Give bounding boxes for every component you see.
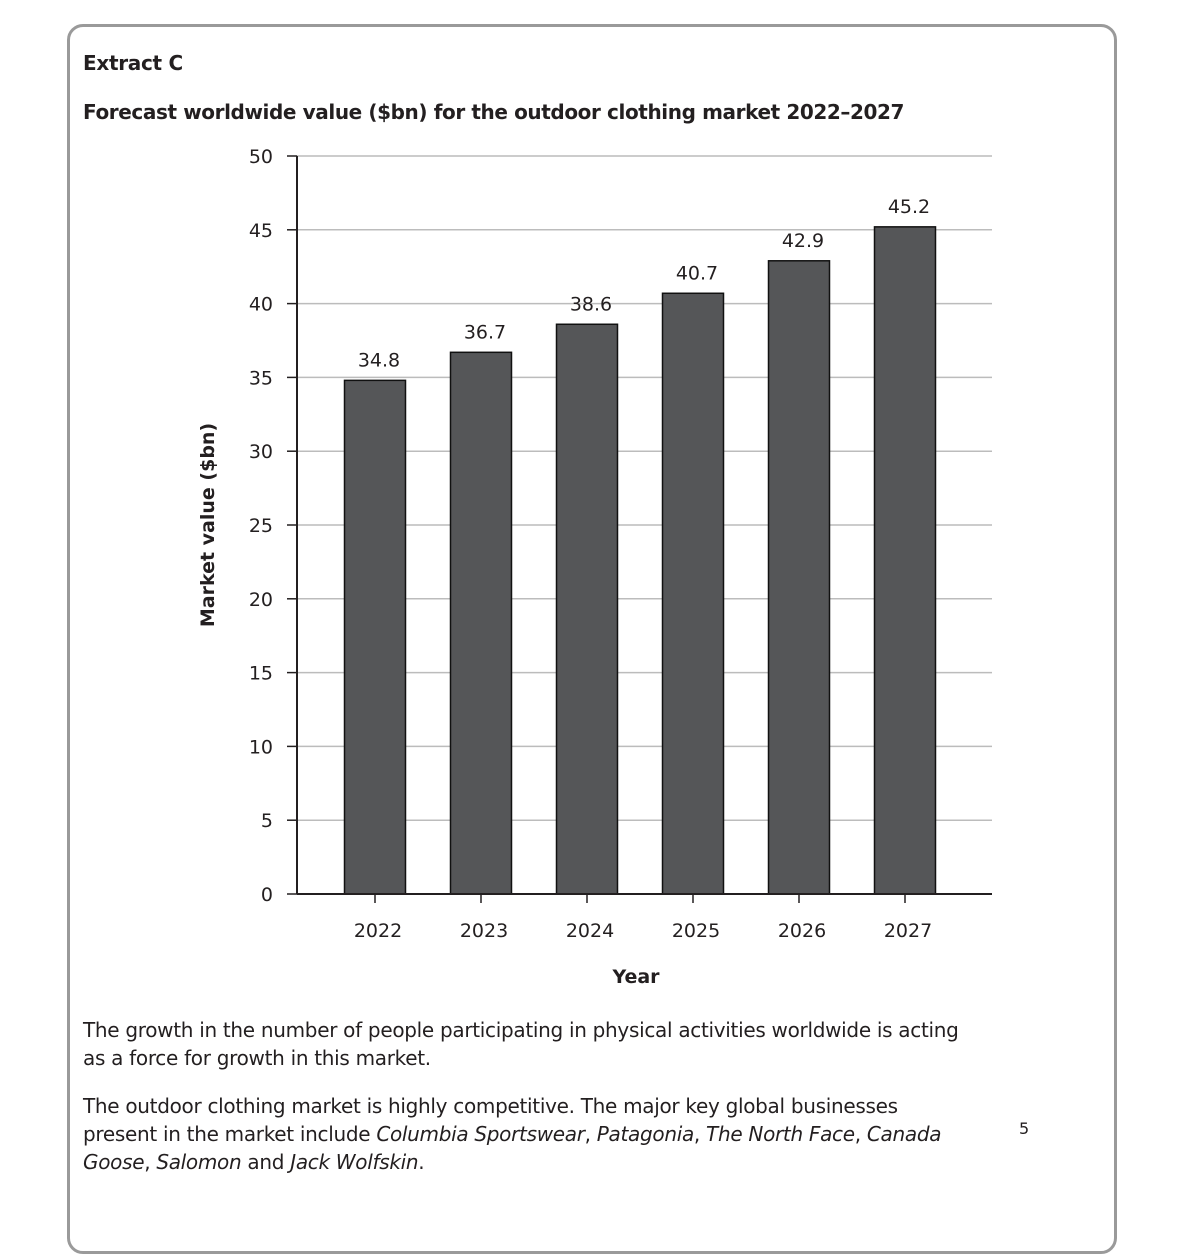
x-tick-label: 2026: [777, 920, 827, 942]
y-tick-label: 25: [248, 515, 273, 537]
brand: Salomon: [156, 1150, 242, 1174]
data-label: 38.6: [569, 293, 613, 316]
y-tick-label: 10: [248, 736, 273, 759]
y-tick-label: 30: [248, 441, 273, 464]
separator: ,: [854, 1122, 867, 1146]
y-tick-label: 5: [260, 810, 273, 833]
separator: and: [241, 1150, 291, 1174]
x-axis-label: Year: [612, 966, 660, 988]
extract-label: Extract C: [83, 51, 183, 75]
separator: ,: [144, 1150, 157, 1174]
bar: [663, 293, 724, 894]
y-tick-label: 45: [248, 219, 273, 242]
y-tick-label: 20: [248, 588, 273, 611]
separator: ,: [693, 1122, 707, 1146]
x-tick-label: 2022: [353, 920, 403, 942]
y-tick-label: 40: [248, 293, 273, 316]
brand: Canada Goose: [83, 1122, 942, 1174]
x-tick-label: 2023: [459, 920, 509, 942]
brand: Jack Wolfskin: [290, 1150, 419, 1174]
data-label: 36.7: [463, 321, 507, 344]
y-tick-label: 15: [248, 662, 273, 685]
separator: ,: [584, 1122, 597, 1146]
paragraph-2: [83, 1092, 963, 1176]
bar: [557, 324, 618, 894]
y-axis-label: Market value ($bn): [197, 422, 219, 628]
page-number: 5: [1019, 1119, 1030, 1138]
data-label: 45.2: [887, 195, 931, 218]
data-label: 42.9: [781, 229, 825, 252]
bar: [345, 380, 406, 894]
x-tick-label: 2024: [565, 920, 615, 942]
y-tick-label: 35: [248, 367, 273, 390]
brand: The North Face: [706, 1122, 855, 1146]
bar: [769, 261, 830, 894]
paragraph-2-text: The outdoor clothing market is highly competitive. The major key global businesses present in the market include: [83, 1094, 898, 1146]
bar: [451, 352, 512, 894]
separator: .: [418, 1150, 425, 1174]
brand: Columbia Sportswear: [376, 1122, 585, 1146]
brand: Patagonia: [596, 1122, 694, 1146]
chart-title: Forecast worldwide value ($bn) for the outdoor clothing market 2022–2027: [83, 100, 905, 124]
data-label: 40.7: [675, 262, 719, 285]
data-label: 34.8: [357, 349, 401, 372]
y-tick-label: 0: [260, 884, 273, 906]
bar: [875, 227, 936, 894]
y-tick-label: 50: [248, 146, 273, 168]
x-tick-label: 2027: [883, 920, 933, 942]
x-tick-label: 2025: [671, 920, 721, 942]
paragraph-1: The growth in the number of people participating in physical activities worldwide is acting as a force for growth in this market.: [83, 1018, 959, 1070]
